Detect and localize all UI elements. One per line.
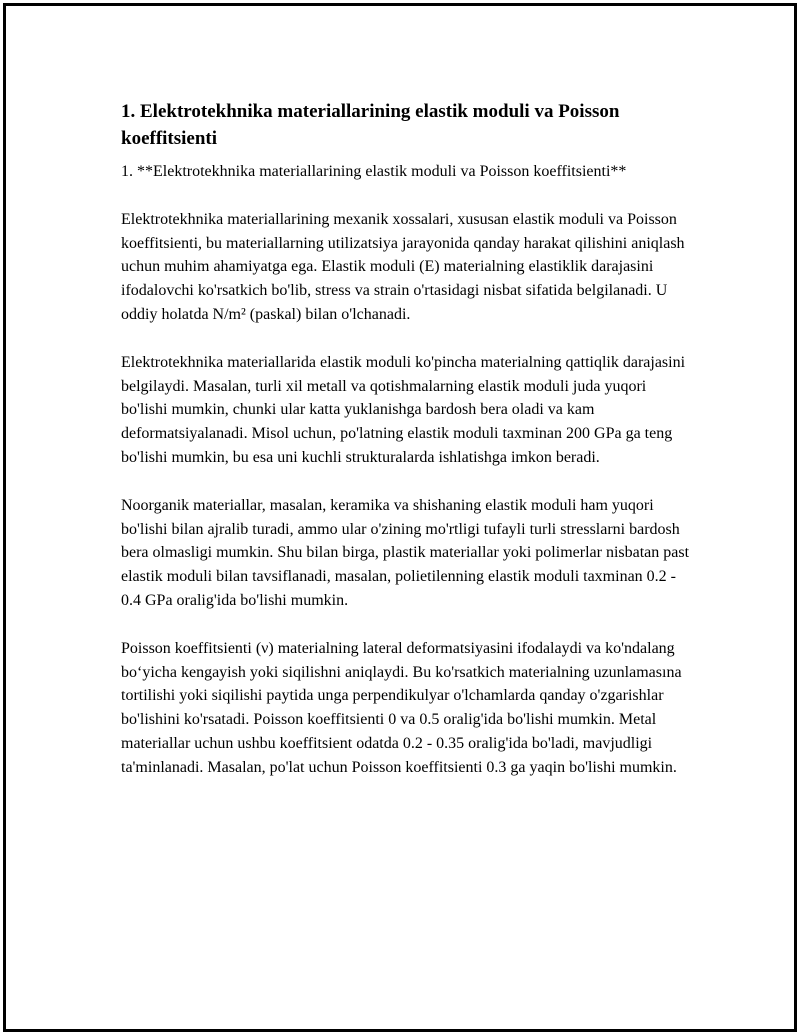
document-body [121,98,691,804]
document-page [3,3,797,1032]
paragraph-elastic-modulus-metals: Elektrotekhnika materiallarida elastik moduli ko'pincha materialning qattiqlik darajasini belgilaydi. Masalan, turli xil metall va qotishmalarning elastik moduli juda yuqori bo'lishi mumkin, chunki ular katta yuklanishga bardosh bera oladi va kam deformatsiyalanadi. Misol uchun, po'latning elastik moduli taxminan 200 GPa ga teng bo'lishi mumkin, bu esa uni kuchli strukturalarda ishlatishga imkon beradi. [121,353,686,466]
document-title: 1. Elektrotekhnika materiallarining elastik moduli va Poisson koeffitsienti [121,101,620,149]
paragraph-inorganic-materials: Noorganik materiallar, masalan, keramika va shishaning elastik moduli ham yuqori bo'lishi bilan ajralib turadi, ammo ular o'zining mo'rtligi tufayli turli stresslarni bardosh bera olmasligi mumkin. Shu bilan birga, plastik materiallar yoki polimerlar nisbatan past elastik moduli bilan tavsiflanadi, masalan, polietilenning elastik moduli taxminan 0.2 - 0.4 GPa oralig'ida bo'lishi mumkin. [121,496,690,609]
paragraph-heading-repeat: 1. **Elektrotekhnika materiallarining elastik moduli va Poisson koeffitsienti** [121,163,627,180]
paragraph-poisson-ratio: Poisson koeffitsienti (ν) materialning lateral deformatsiyasini ifodalaydi va ko'ndalang bo‘yicha kengayish yoki siqilishni aniqlaydi. Bu ko'rsatkich materialning uzunlamasına tortilishi yoki siqilishi paytida unga perpendikulyar o'lchamlarda qanday o'zgarishlar bo'lishini ko'rsatadi. Poisson koeffitsienti 0 va 0.5 oralig'ida bo'lishi mumkin. Metal materiallar uchun ushbu koeffitsient odatda 0.2 - 0.35 oralig'ida bo'ladi, mavjudligi ta'minlanadi. Masalan, po'lat uchun Poisson koeffitsienti 0.3 ga yaqin bo'lishi mumkin. [121,639,682,776]
paragraph-mechanical-properties: Elektrotekhnika materiallarining mexanik xossalari, xususan elastik moduli va Poisson koeffitsienti, bu materiallarning utilizatsiya jarayonida qanday harakat qilishini aniqlash uchun muhim ahamiyatga ega. Elastik moduli (E) materialning elastiklik darajasini ifodalovchi ko'rsatkich bo'lib, stress va strain o'rtasidagi nisbat sifatida belgilanadi. U oddiy holatda N/m² (paskal) bilan o'lchanadi. [121,210,685,323]
